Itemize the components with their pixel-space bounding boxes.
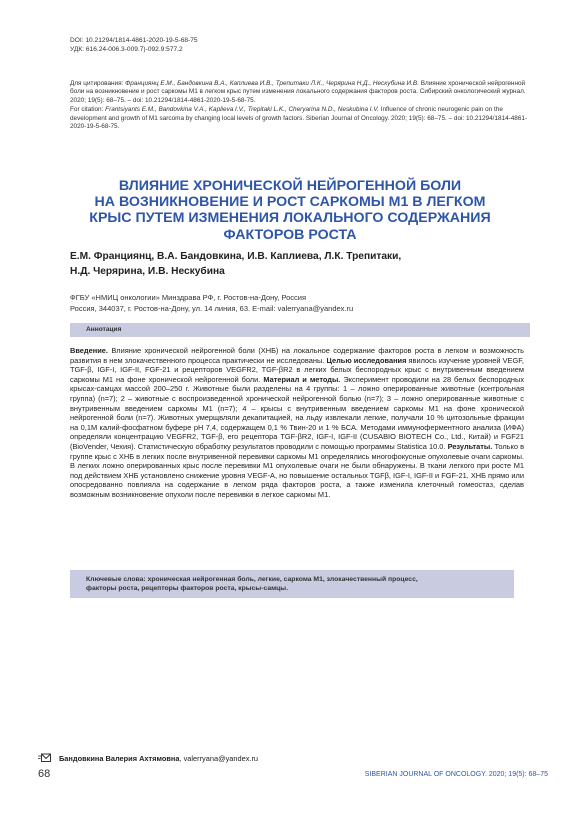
- authors-line: Н.Д. Черярина, И.В. Нескубина: [70, 265, 225, 277]
- title-line: ВЛИЯНИЕ ХРОНИЧЕСКОЙ НЕЙРОГЕННОЙ БОЛИ: [118, 178, 462, 194]
- abstract-text: [70, 346, 524, 500]
- abstract-aim: явилось изучение уровней VEGF, TGF-β, IGF-I, IGF-II, FGF-21 и рецепторов VEGFR2, TGF-βR2 в легких белых беспородных крыс с внутривенным введением саркомы М1 на фоне хронической нейрогенной боли.: [70, 355, 524, 384]
- article-title: [70, 178, 510, 243]
- citation-ru-text: Влияние хронической нейрогенной боли на возникновение и рост саркомы М1 в легком крыс путем изменения локального содержания факторов роста. Сибирский онкологический журнал. 2020; 19(5): 68–75. – doi: 10.21294/1814-4861-2020-19-5-68-75.: [70, 80, 526, 104]
- udk-line: УДК: 616.24-006.3-009.7)-092.9:577.2: [70, 46, 183, 53]
- corresponding-author: [38, 753, 258, 763]
- citation-block: [70, 80, 530, 132]
- doi-line: DOI: 10.21294/1814-4861-2020-19-5-68-75: [70, 37, 198, 44]
- journal-footer: SIBERIAN JOURNAL OF ONCOLOGY. 2020; 19(5): 68–75: [364, 771, 548, 778]
- title-line: ФАКТОРОВ РОСТА: [223, 226, 357, 243]
- article-meta: [70, 36, 198, 54]
- abstract-intro: Влияние хронической нейрогенной боли (ХНБ) на локальное содержание факторов роста в легком и возможность развития в нем злокачественного процесса практически не исследованы.: [70, 346, 524, 365]
- envelope-icon: [38, 753, 51, 763]
- citation-en: [70, 106, 530, 131]
- citation-en-authors: Frantsiyants E.M., Bandovkina V.A., Kaplieva I.V., Trepitaki L.K., Cheryarina N.D., Neskubina I.V.: [105, 106, 379, 114]
- keywords-box: [70, 570, 514, 598]
- keywords-line: Ключевые слова: хроническая нейрогенная боль, легкие, саркома М1, злокачественный процесс,: [86, 576, 418, 583]
- abstract-intro-label: Введение.: [70, 346, 108, 355]
- authors-line: Е.М. Франциянц, В.А. Бандовкина, И.В. Каплиева, Л.К. Трепитаки,: [70, 251, 402, 262]
- title-line: НА ВОЗНИКНОВЕНИЕ И РОСТ САРКОМЫ М1 В ЛЕГКОМ: [94, 194, 486, 211]
- citation-en-prefix: For citation:: [70, 106, 106, 114]
- affiliation-line: ФГБУ «НМИЦ онкологии» Минздрава РФ, г. Ростов-на-Дону, Россия: [70, 293, 307, 302]
- author-list: [70, 250, 530, 279]
- citation-ru-authors: Франциянц Е.М., Бандовкина В.А., Каплиева И.В., Трепитаки Л.К., Черярина Н.Д., Нескубина И.В.: [125, 80, 419, 87]
- abstract-results-label: Результаты.: [447, 441, 493, 451]
- abstract-header: Аннотация: [70, 323, 530, 337]
- citation-en-text: Influence of chronic neurogenic pain on the development and growth of M1 sarcoma by changing local levels of growth factors. Siberian Journal of Oncology. 2020; 19(5): 68–75. – doi: 10.21294/1814-4861-2020-19-5-68-75.: [70, 106, 528, 131]
- citation-ru: [70, 80, 530, 105]
- abstract-methods: Эксперимент проводили на 28 белых беспородных крысах-самцах массой 200–250 г. Животные были разделены на 4 группы: 1 – ложно оперированные животные (контрольная группа) (n=7); 2 – животные с воспроизведенной хронической нейрогенной болью (n=7); 3 – ложно оперированные животные с внутривенным введением саркомы М1 (n=7); 4 – крысы с внутривенным введением саркомы М1 на фоне хронической нейрогенной боли (n=7). Животных умерщвляли декапитацией, на льду извлекали легкие, получали 10 % цитозольные фракции на 0,1М калий-фосфатном буфере рН 7,4, содержащем 0,1 % Твин-20 и 1 % БСА. Методами иммуноферментного анализа (ИФА) определяли концентрацию VEGFR2, TGF-β, его рецептора TGF-βR2, IGF-I, IGF-II (CUSABIO BIOTECH Co., Ltd., Китай) и FGF21 (BioVender, Чехия). Статистическую обработку результатов проводили с помощью программы Statistica 10.0.: [70, 374, 525, 451]
- contact-email[interactable]: , valerryana@yandex.ru: [179, 753, 259, 763]
- keywords-line: факторы роста, рецепторы факторов роста, крысы-самцы.: [86, 585, 288, 593]
- abstract-aim-label: Целью исследования: [326, 355, 407, 365]
- citation-ru-prefix: Для цитирования:: [70, 80, 126, 87]
- contact-name: Бандовкина Валерия Ахтямовна: [59, 753, 180, 763]
- title-line: КРЫС ПУТЕМ ИЗМЕНЕНИЯ ЛОКАЛЬНОГО СОДЕРЖАНИЯ: [89, 210, 491, 227]
- affiliation: [70, 292, 530, 314]
- abstract-results: Только в группе крыс с ХНБ в легких после внутривенной перевивки саркомы М1 определялись многофокусные опухолевые очаги саркомы. В легких ложно оперированных крыс после перевивки М1 опухолевые очаги не были обнаружены. В ткани легкого при росте М1 под действием ХНБ установлено снижение уровня VEGF-A, но повышение остальных TGFβ, IGF-I, IGF-II и FGF-21. ХНБ прямо или опосредованно повлияла на содержание в легком ряда факторов роста, а также изменила клеточный гомеостаз, сделав возможным возникновение опухоли после перевивки в легкое саркомы М1.: [70, 441, 525, 499]
- affiliation-line: Россия, 344037, г. Ростов-на-Дону, ул. 14 линия, 63. E-mail: valerryana@yandex.ru: [70, 304, 354, 313]
- page-number: 68: [38, 768, 51, 780]
- abstract-methods-label: Материал и методы.: [263, 374, 341, 384]
